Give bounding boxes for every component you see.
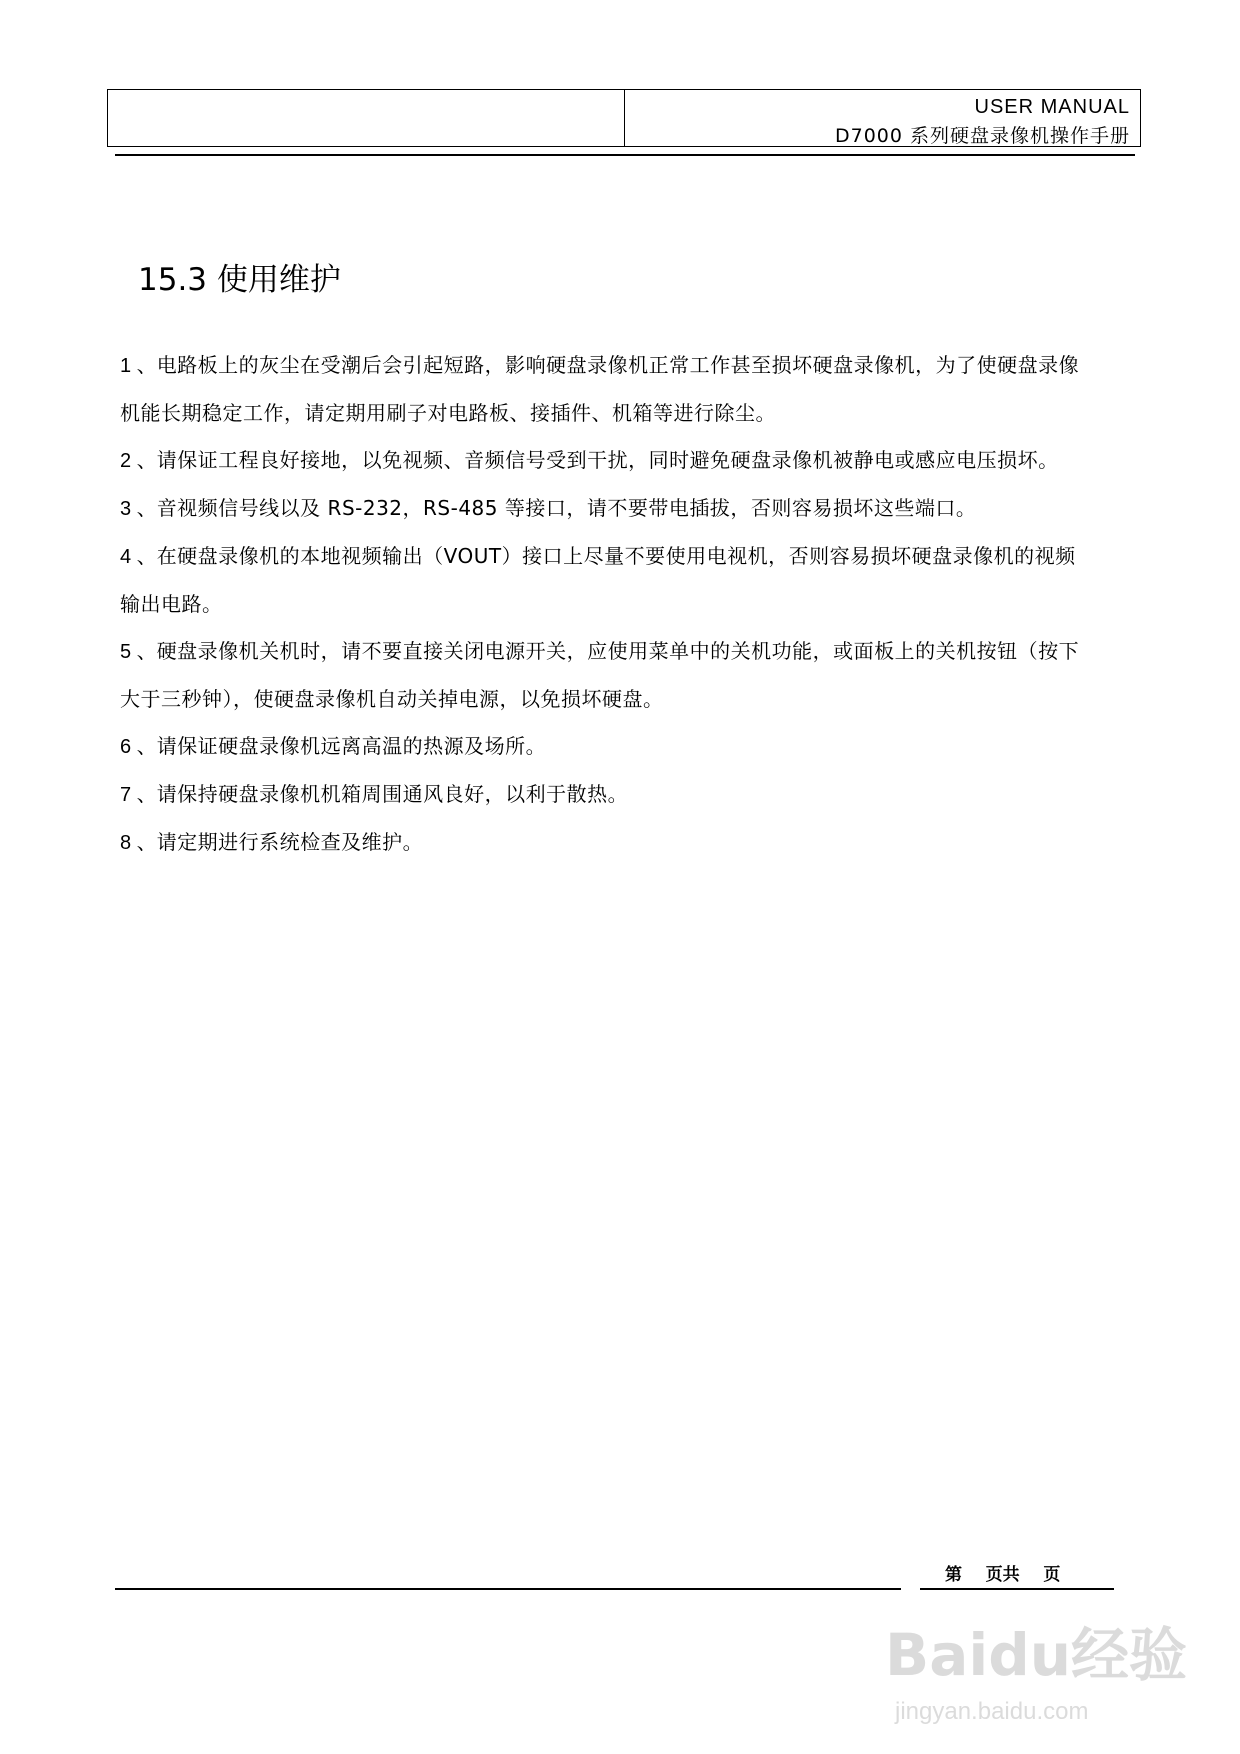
watermark-logo: Baidu经验 [885, 1621, 1188, 1689]
item-number: 1 、 [120, 355, 157, 377]
page-number-label: 第 页共 页 [945, 1565, 1061, 1585]
list-item [120, 771, 1080, 819]
list-item [120, 437, 1080, 485]
item-text: 在硬盘录像机的本地视频输出（VOUT）接口上尽量不要使用电视机，否则容易损坏硬盘录像机的视频输出电路。 [120, 544, 1076, 616]
item-number: 4 、 [120, 546, 157, 568]
item-text: 请保持硬盘录像机机箱周围通风良好，以利于散热。 [156, 782, 629, 806]
manual-label: USER MANUAL [974, 96, 1130, 118]
item-text: 请保证硬盘录像机远离高温的热源及场所。 [156, 734, 547, 758]
header-rule [115, 154, 1135, 156]
baidu-watermark [885, 1608, 1188, 1738]
section-title: 15.3 使用维护 [138, 262, 341, 298]
maintenance-list [120, 342, 1080, 867]
footer-rule [115, 1588, 901, 1590]
item-number: 6 、 [120, 736, 157, 758]
list-item [120, 628, 1080, 723]
item-number: 3 、 [120, 498, 157, 520]
item-number: 8 、 [120, 832, 157, 854]
footer-rule-short [920, 1588, 1114, 1590]
item-text: 请保证工程良好接地，以免视频、音频信号受到干扰，同时避免硬盘录像机被静电或感应电压损坏。 [156, 448, 1059, 472]
header-right-cell [625, 90, 1140, 146]
item-text: 请定期进行系统检查及维护。 [156, 830, 424, 854]
header-box [107, 89, 1141, 147]
item-number: 2 、 [120, 450, 157, 472]
header-left-cell [108, 90, 625, 146]
item-number: 5 、 [120, 641, 157, 663]
item-text: 硬盘录像机关机时，请不要直接关闭电源开关，应使用菜单中的关机功能，或面板上的关机按钮（按下大于三秒钟），使硬盘录像机自动关掉电源，以免损坏硬盘。 [120, 639, 1080, 711]
item-number: 7 、 [120, 784, 157, 806]
list-item [120, 533, 1080, 628]
item-text: 电路板上的灰尘在受潮后会引起短路，影响硬盘录像机正常工作甚至损坏硬盘录像机，为了使硬盘录像机能长期稳定工作，请定期用刷子对电路板、接插件、机箱等进行除尘。 [120, 353, 1080, 425]
item-text: 音视频信号线以及 RS-232，RS-485 等接口，请不要带电插拔，否则容易损坏这些端口。 [156, 496, 977, 520]
watermark-url: jingyan.baidu.com [895, 1698, 1089, 1725]
list-item [120, 342, 1080, 437]
list-item [120, 485, 1080, 533]
list-item [120, 723, 1080, 771]
list-item [120, 819, 1080, 867]
manual-title: D7000 系列硬盘录像机操作手册 [834, 125, 1130, 147]
